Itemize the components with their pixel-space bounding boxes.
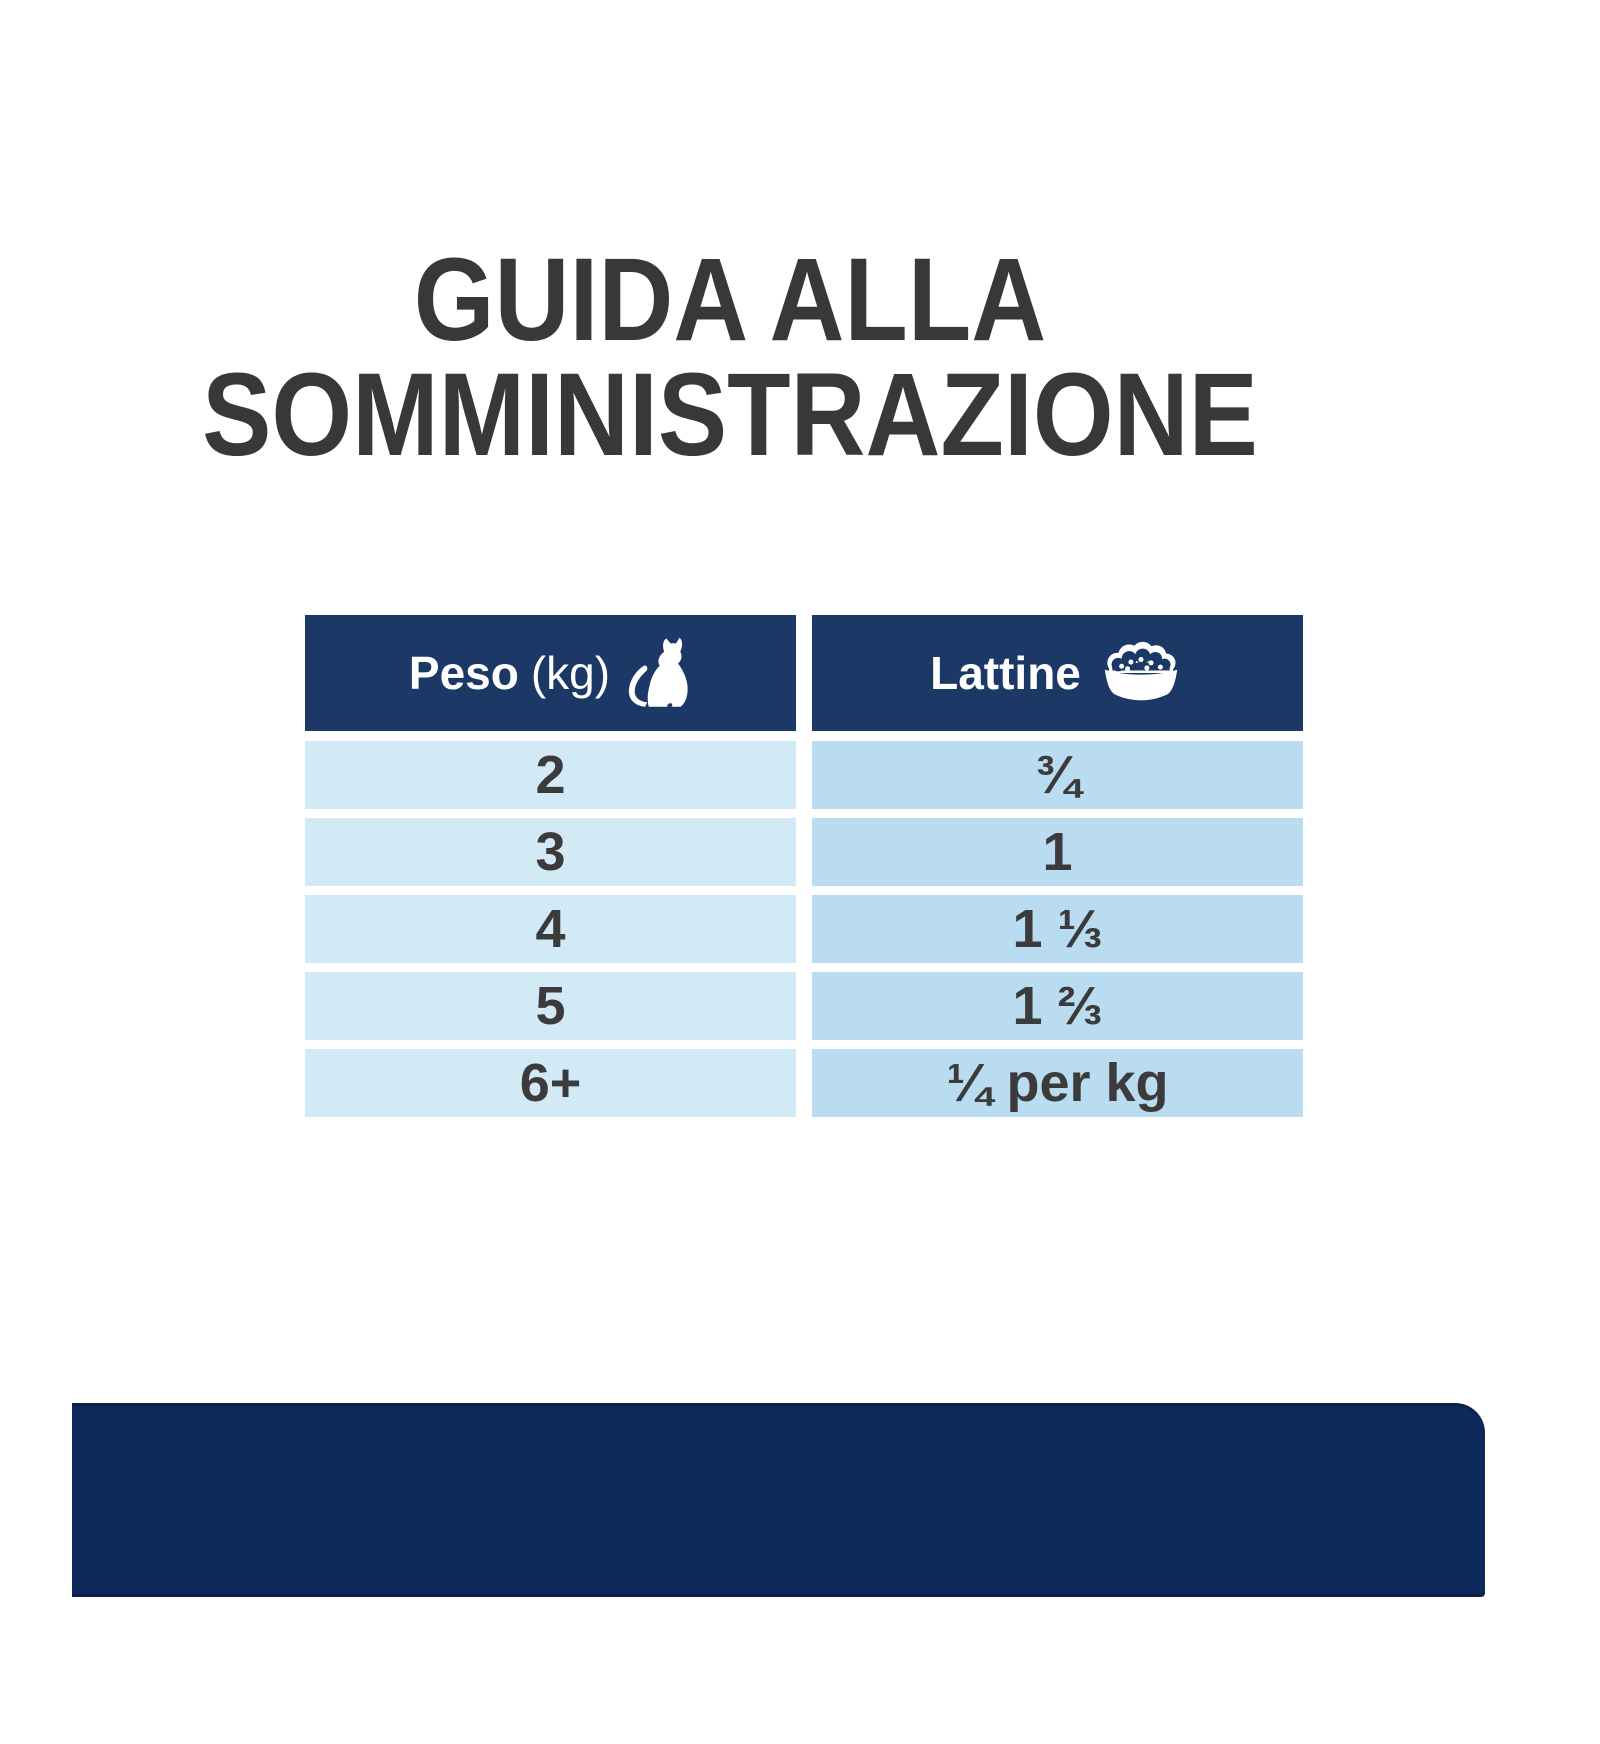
weight-value: 6+ (305, 1049, 796, 1117)
weight-unit-label: (kg) (530, 647, 611, 699)
weight-value: 4 (305, 895, 796, 963)
page-title (0, 234, 1460, 481)
weight-header-label: Peso (408, 647, 519, 699)
table-row (305, 972, 1303, 1040)
cans-value: ¾ (812, 741, 1303, 809)
cans-value: 1 ⅓ (812, 895, 1303, 963)
weight-value: 3 (305, 818, 796, 886)
page-title-line1: GUIDA ALLA (413, 234, 1047, 366)
weight-value: 2 (305, 741, 796, 809)
table-row (305, 1049, 1303, 1117)
header-cell-weight (305, 615, 796, 731)
cans-value: 1 (812, 818, 1303, 886)
cans-value: 1 ⅔ (812, 972, 1303, 1040)
table-row (305, 818, 1303, 886)
food-bowl-icon (1097, 641, 1185, 705)
table-row (305, 741, 1303, 809)
header-cell-cans (812, 615, 1303, 731)
cans-value: ¼ per kg (812, 1049, 1303, 1117)
cans-header-label: Lattine (930, 647, 1081, 699)
page-title-line2: SOMMINISTRAZIONE (202, 349, 1258, 481)
feeding-guide-table (305, 615, 1303, 1117)
table-row (305, 895, 1303, 963)
bottom-navy-band (72, 1403, 1485, 1597)
cat-icon (626, 633, 692, 713)
table-header-row (305, 615, 1303, 731)
weight-value: 5 (305, 972, 796, 1040)
